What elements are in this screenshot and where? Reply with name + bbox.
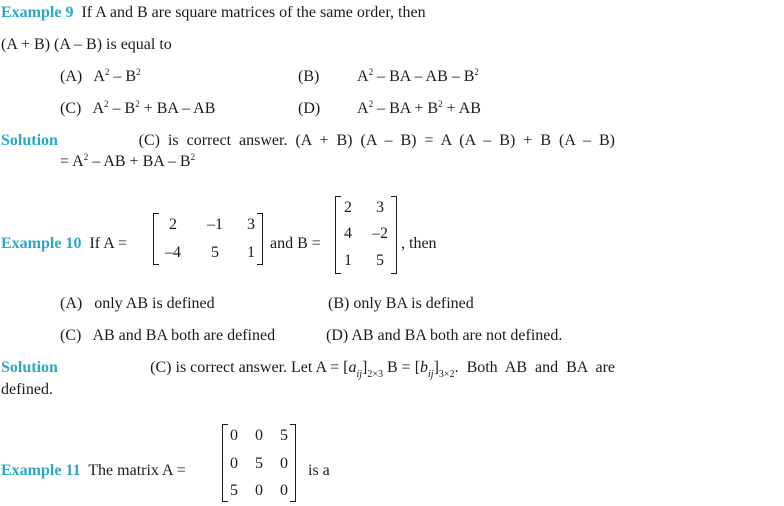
ex10-option-a [60, 296, 215, 312]
superscript: 2 [368, 67, 374, 77]
right-bracket [257, 213, 263, 265]
option-key: (A) [60, 295, 83, 312]
matrix-cell: –1 [207, 216, 223, 233]
subscript: 2×3 [367, 369, 383, 380]
matrix-a-ex11 [222, 424, 296, 502]
matrix-cell: 0 [280, 482, 288, 499]
ex10-solution-line1 [1, 359, 615, 380]
option-text: A [357, 68, 369, 85]
solution-text: – AB + BA – B [88, 153, 191, 170]
example-9-line1 [1, 5, 426, 21]
option-text: A [357, 100, 369, 117]
ex9-solution-line1 [1, 133, 615, 149]
subscript: ij [428, 369, 434, 380]
ex9-solution-line2 [60, 154, 195, 170]
left-bracket [153, 213, 159, 265]
superscript: 2 [136, 67, 141, 77]
ex10-option-b: (B) only BA is defined [328, 295, 474, 312]
matrix-cell: 0 [230, 455, 238, 472]
matrix-cell: –2 [372, 225, 388, 242]
matrix-cell: 2 [344, 199, 352, 216]
solution-label: Solution [1, 359, 58, 376]
matrix-cell: 0 [255, 482, 263, 499]
matrix-cell: 5 [280, 427, 288, 444]
option-text: only AB is defined [94, 295, 215, 312]
option-text: + AB [442, 100, 481, 117]
matrix-cell: 5 [211, 244, 219, 261]
ex10-solution-line2: defined. [1, 381, 53, 398]
matrix-cell: 5 [255, 455, 263, 472]
solution-text-part: (C) is correct answer. Let A = [ [150, 359, 349, 376]
if-a-text: If A = [89, 235, 127, 252]
ex10-option-c [60, 328, 275, 344]
option-text: A [93, 68, 105, 85]
ex10-option-d: (D) AB and BA both are not defined. [326, 327, 563, 344]
subscript: ij [356, 369, 363, 380]
matrix-b [335, 196, 397, 274]
example-11-label: Example 11 [1, 462, 81, 479]
and-b-text: and B = [270, 235, 321, 252]
solution-text: (C) is correct answer. Let $A = [a_{ij}]_{2\times 3}$ $B = [b_{ij}]_{3\times 2}$. Both AB and BA are [150, 359, 615, 380]
matrix-cell: 1 [344, 252, 352, 269]
option-text: – BA + B [373, 100, 439, 117]
option-text: – B [108, 100, 136, 117]
right-bracket [290, 424, 296, 502]
solution-label: Solution [1, 132, 58, 149]
ex9-option-b-text [357, 69, 479, 85]
solution-text-part: Both AB and BA are [458, 359, 615, 376]
superscript: 2 [135, 99, 140, 109]
option-text: A [92, 100, 105, 117]
example-11-line [1, 463, 186, 479]
subscript: 3×2 [438, 369, 455, 380]
example-9-label: Example 9 [1, 4, 74, 21]
is-a-text: is a [308, 462, 330, 479]
ex9-option-d-text [357, 101, 481, 117]
matrix-cell: 5 [376, 252, 384, 269]
option-key: (D) [298, 100, 321, 117]
example-10-label: Example 10 [1, 235, 82, 252]
option-key: (C) [60, 100, 82, 117]
option-text: AB and BA both are defined [92, 327, 276, 344]
option-text: + BA – AB [139, 100, 216, 117]
option-text: – BA – AB – B [373, 68, 475, 85]
italic-a: a [348, 359, 357, 376]
option-text: – B [109, 68, 137, 85]
example-10-line [1, 236, 127, 252]
example-9-question-line2: (A + B) (A – B) is equal to [1, 36, 172, 53]
ex9-option-b [298, 69, 319, 85]
matrix-text: The matrix A = [88, 462, 186, 479]
ex9-option-c [60, 101, 215, 117]
matrix-cell: 0 [280, 455, 288, 472]
matrix-cell: 3 [376, 199, 384, 216]
superscript: 2 [104, 99, 109, 109]
superscript: 2 [368, 99, 374, 109]
option-key: (C) [60, 327, 82, 344]
solution-text: = A [60, 153, 84, 170]
solution-text: (C) is correct answer. (A + B) (A – B) = A (A – B) + B (A – B) [138, 132, 615, 149]
matrix-cell: 3 [247, 216, 255, 233]
matrix-cell: 4 [344, 225, 352, 242]
superscript: 2 [438, 99, 443, 109]
superscript: 2 [104, 67, 110, 77]
italic-b: b [420, 359, 429, 376]
example-9-question: If A and B are square matrices of the same order, then [81, 4, 426, 21]
matrix-cell: 2 [169, 216, 177, 233]
superscript: 2 [474, 67, 479, 77]
superscript: 2 [83, 152, 89, 162]
matrix-cell: 0 [255, 427, 263, 444]
matrix-a [153, 213, 263, 265]
matrix-cell: –4 [165, 244, 181, 261]
solution-text-part: B = [ [383, 359, 421, 376]
right-bracket [391, 196, 397, 274]
then-text: , then [401, 235, 437, 252]
superscript: 2 [190, 152, 196, 162]
option-key: (A) [60, 68, 83, 85]
matrix-cell: 0 [230, 427, 238, 444]
ex9-option-d [298, 101, 320, 117]
ex9-option-a [60, 69, 141, 85]
matrix-cell: 5 [230, 482, 238, 499]
option-key: (B) [298, 68, 320, 85]
matrix-cell: 1 [247, 244, 255, 261]
